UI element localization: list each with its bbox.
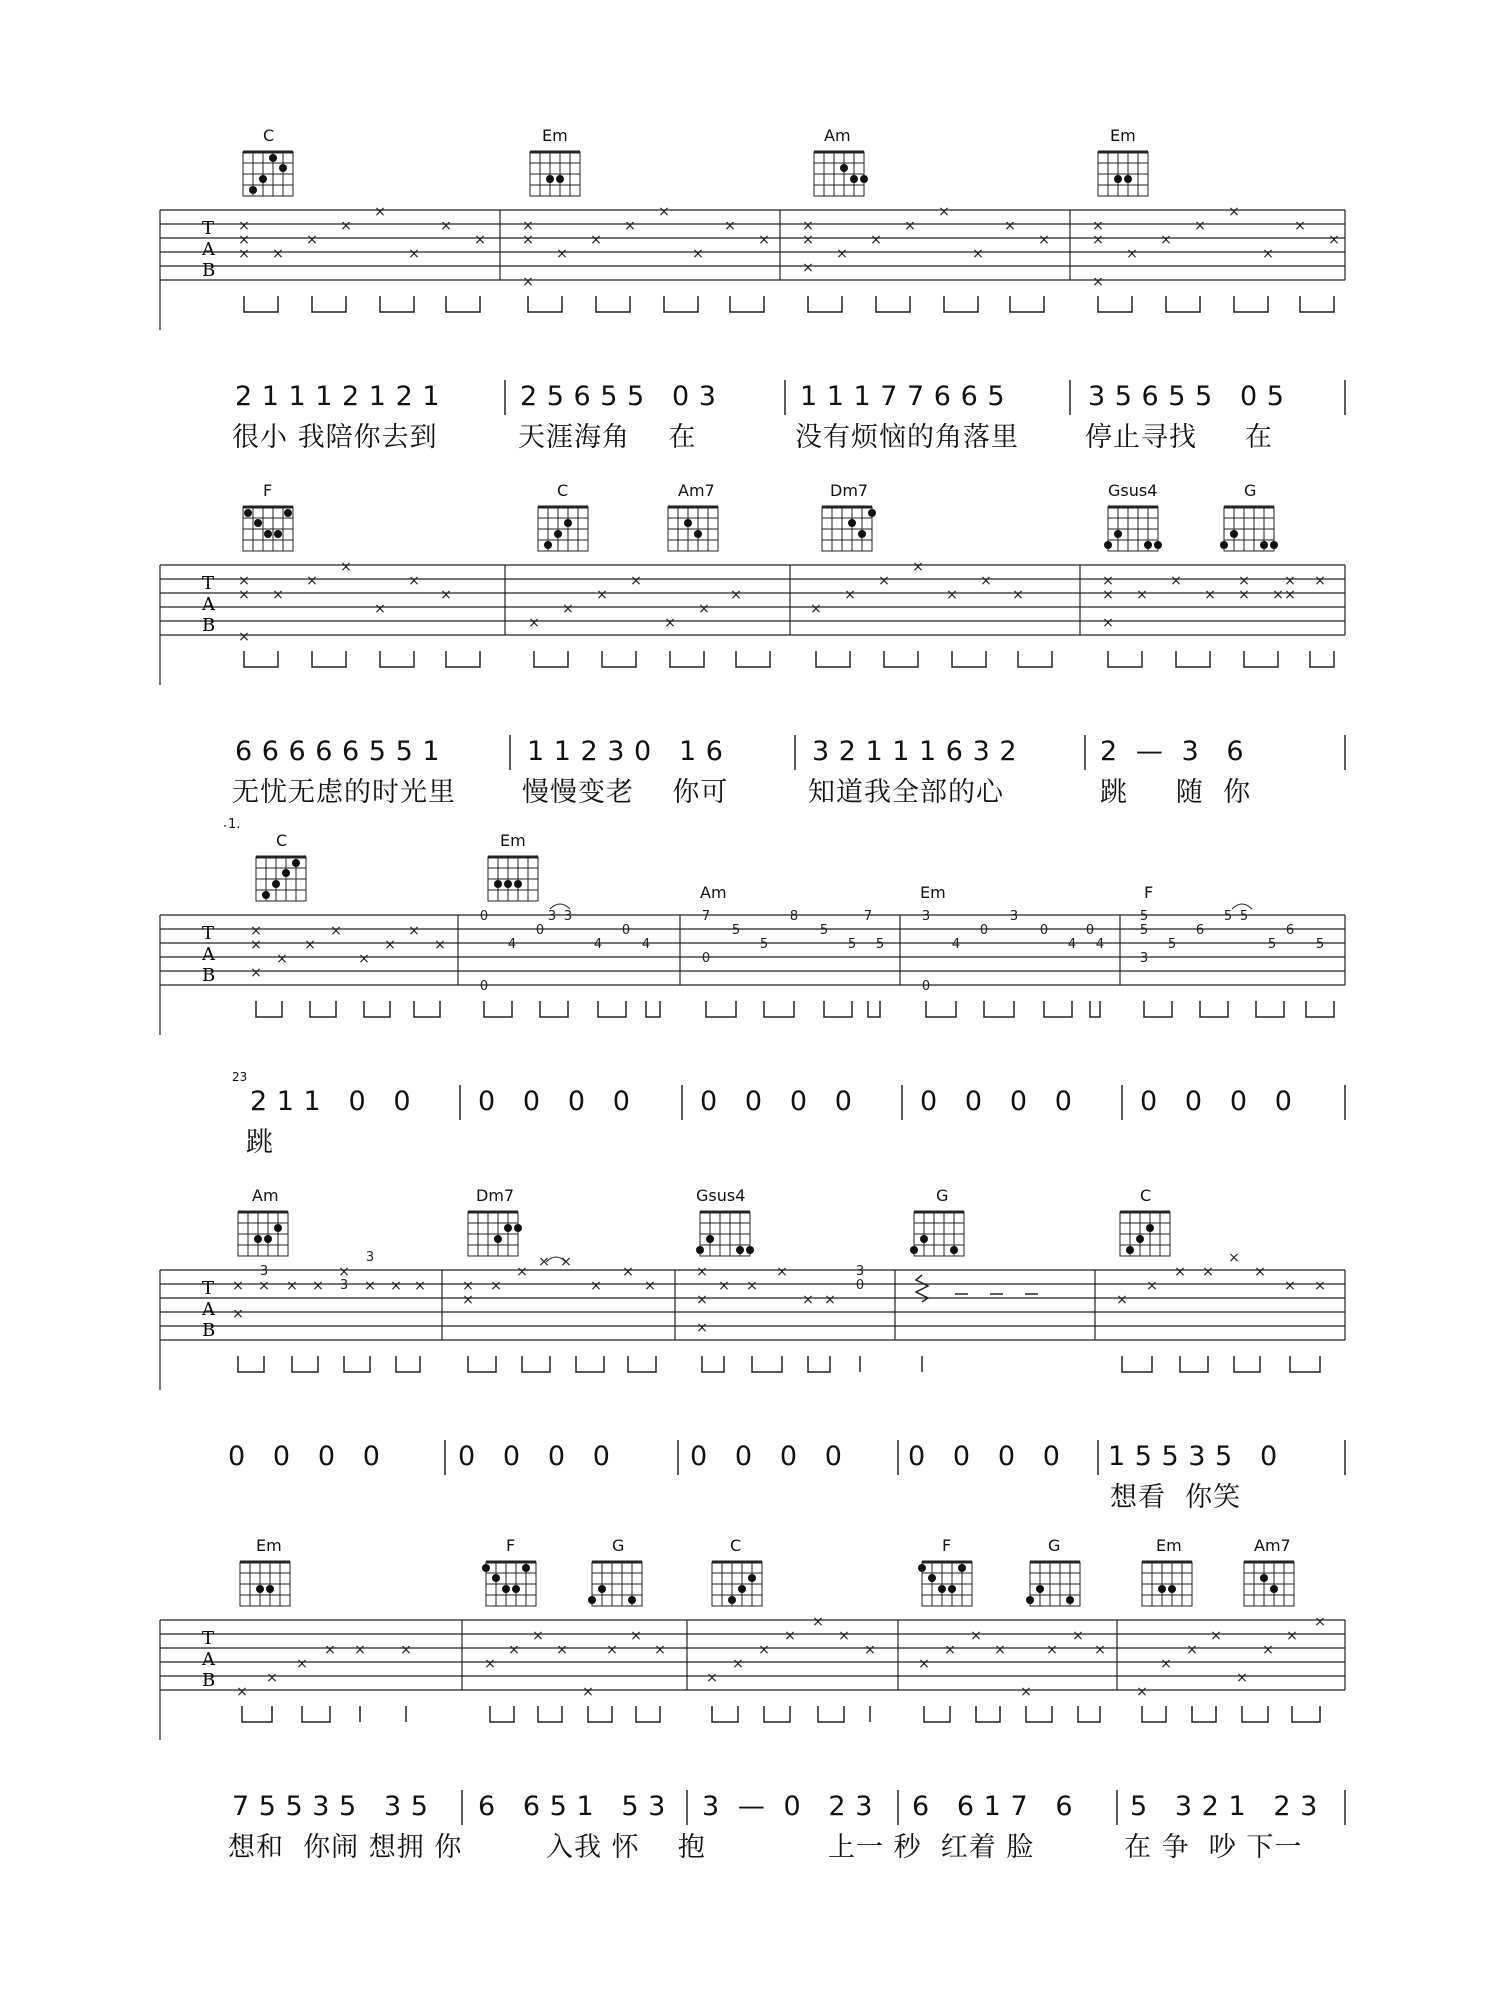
svg-text:B: B: [202, 615, 216, 636]
svg-text:×: ×: [232, 1278, 244, 1294]
svg-text:×: ×: [462, 1278, 474, 1294]
lyric-line: 入我 怀 抱: [546, 1832, 706, 1863]
chord-name: F: [506, 1536, 516, 1555]
svg-text:×: ×: [696, 1292, 708, 1308]
svg-text:0: 0: [1039, 923, 1049, 938]
chord-name: Em: [500, 831, 526, 850]
svg-text:3: 3: [1009, 909, 1019, 924]
svg-text:4: 4: [951, 937, 961, 952]
volta-label: 1.: [228, 817, 241, 832]
svg-text:6: 6: [1285, 923, 1295, 938]
svg-text:×: ×: [696, 1320, 708, 1336]
svg-text:×: ×: [1136, 1684, 1148, 1700]
svg-text:4: 4: [641, 937, 651, 952]
svg-text:×: ×: [590, 1278, 602, 1294]
svg-text:0: 0: [535, 923, 545, 938]
svg-text:×: ×: [1238, 573, 1250, 589]
svg-text:7: 7: [863, 909, 873, 924]
lyric-line: 没有烦恼的角落里: [795, 422, 1019, 453]
svg-text:5: 5: [1139, 923, 1149, 938]
svg-text:×: ×: [1314, 1278, 1326, 1294]
barlines: [0, 730, 1500, 780]
chord-name: Am: [252, 1186, 279, 1205]
svg-text:×: ×: [1116, 1292, 1128, 1308]
svg-text:×: ×: [1286, 1628, 1298, 1644]
svg-text:×: ×: [440, 587, 452, 603]
lyric-line: 跳 随 你: [1100, 777, 1252, 808]
chord-name: Em: [1110, 126, 1136, 145]
svg-text:×: ×: [944, 1642, 956, 1658]
chord-name: Am7: [678, 481, 715, 500]
svg-text:×: ×: [878, 573, 890, 589]
svg-text:B: B: [202, 1320, 216, 1341]
svg-text:×: ×: [250, 937, 262, 953]
svg-text:×: ×: [732, 1656, 744, 1672]
svg-text:×: ×: [1236, 1670, 1248, 1686]
svg-text:×: ×: [1262, 1642, 1274, 1658]
svg-text:×: ×: [462, 1292, 474, 1308]
svg-text:×: ×: [1228, 1250, 1240, 1266]
svg-text:×: ×: [522, 218, 534, 234]
svg-text:×: ×: [1194, 218, 1206, 234]
jianpu-measure: 0 0 0 0: [690, 1441, 843, 1472]
barlines: [0, 375, 1500, 425]
svg-text:×: ×: [802, 260, 814, 276]
svg-text:×: ×: [1294, 218, 1306, 234]
svg-text:×: ×: [654, 1642, 666, 1658]
svg-text:×: ×: [970, 1628, 982, 1644]
svg-text:×: ×: [802, 1292, 814, 1308]
svg-text:0: 0: [921, 979, 931, 994]
svg-text:×: ×: [1170, 573, 1182, 589]
svg-text:×: ×: [758, 232, 770, 248]
svg-text:×: ×: [238, 573, 250, 589]
svg-text:×: ×: [784, 1628, 796, 1644]
chord-name: F: [263, 481, 273, 500]
svg-text:×: ×: [1046, 1642, 1058, 1658]
svg-text:×: ×: [340, 559, 352, 575]
svg-text:×: ×: [938, 204, 950, 220]
lyric-line: 天涯海角 在: [518, 422, 697, 453]
svg-text:×: ×: [844, 587, 856, 603]
svg-text:×: ×: [1284, 587, 1296, 603]
svg-text:×: ×: [1160, 232, 1172, 248]
svg-text:×: ×: [718, 1278, 730, 1294]
svg-text:T: T: [202, 1628, 215, 1649]
svg-text:×: ×: [1092, 232, 1104, 248]
svg-text:0: 0: [979, 923, 989, 938]
tab-staff: [0, 1530, 1500, 1740]
chord-name: C: [263, 126, 275, 145]
svg-text:×: ×: [1102, 573, 1114, 589]
svg-text:×: ×: [1210, 1628, 1222, 1644]
jianpu-measure: 1 1 1 7 7 6 6 5: [800, 381, 1006, 412]
svg-text:3: 3: [259, 1264, 269, 1279]
svg-text:0: 0: [479, 979, 489, 994]
jianpu-measure: 0 0 0 0: [228, 1441, 381, 1472]
lyric-line: 慢慢变老 你可: [522, 777, 729, 808]
svg-text:B: B: [202, 260, 216, 281]
chord-name: Dm7: [830, 481, 869, 500]
chord-name: Em: [1156, 1536, 1182, 1555]
svg-text:0: 0: [701, 951, 711, 966]
tab-staff: [0, 825, 1500, 1035]
svg-text:×: ×: [824, 1292, 836, 1308]
lyric-line: 上一 秒 红着 脸: [828, 1832, 1035, 1863]
svg-text:×: ×: [408, 246, 420, 262]
jianpu-measure: 1 1 2 3 0 1 6: [527, 736, 724, 767]
svg-text:×: ×: [236, 1684, 248, 1700]
svg-text:7: 7: [701, 909, 711, 924]
svg-text:×: ×: [354, 1642, 366, 1658]
jianpu-measure: 2 — 3 6: [1100, 736, 1245, 767]
jianpu-measure: 2 1 1 0 0: [250, 1086, 412, 1117]
svg-text:×: ×: [522, 274, 534, 290]
tab-staff: [0, 475, 1500, 685]
svg-text:×: ×: [556, 246, 568, 262]
svg-text:T: T: [202, 573, 215, 594]
svg-text:8: 8: [789, 909, 799, 924]
svg-text:×: ×: [528, 615, 540, 631]
svg-text:×: ×: [358, 951, 370, 967]
svg-text:A: A: [202, 944, 215, 965]
svg-text:×: ×: [972, 246, 984, 262]
lyric-line: 想和 你闹 想拥 你: [228, 1832, 463, 1863]
chord-name: G: [1048, 1536, 1061, 1555]
svg-text:B: B: [202, 1670, 216, 1691]
chord-name: Em: [256, 1536, 282, 1555]
svg-text:×: ×: [474, 232, 486, 248]
barlines: [0, 1080, 1500, 1130]
jianpu-measure: 6 6 5 1 5 3: [478, 1791, 666, 1822]
svg-text:×: ×: [1160, 1656, 1172, 1672]
svg-text:A: A: [202, 239, 215, 260]
svg-text:×: ×: [904, 218, 916, 234]
svg-text:T: T: [202, 923, 215, 944]
svg-text:×: ×: [296, 1656, 308, 1672]
svg-text:0: 0: [479, 909, 489, 924]
jianpu-measure: 0 0 0 0: [908, 1441, 1061, 1472]
svg-text:3: 3: [563, 909, 573, 924]
tab-staff: [0, 1180, 1500, 1390]
svg-text:×: ×: [266, 1670, 278, 1686]
jianpu-measure: 3 2 1 1 1 6 3 2: [812, 736, 1018, 767]
svg-text:5: 5: [1239, 909, 1249, 924]
svg-text:×: ×: [802, 232, 814, 248]
svg-text:×: ×: [238, 246, 250, 262]
chord-name: Am: [824, 126, 851, 145]
svg-text:3: 3: [365, 1250, 375, 1265]
lyric-line: 在 争 吵 下一: [1124, 1832, 1303, 1863]
svg-text:0: 0: [621, 923, 631, 938]
svg-text:×: ×: [330, 923, 342, 939]
grace-note: 23: [232, 1070, 248, 1084]
svg-text:×: ×: [1092, 218, 1104, 234]
chord-name: C: [276, 831, 288, 850]
svg-text:×: ×: [276, 951, 288, 967]
svg-text:×: ×: [238, 218, 250, 234]
svg-text:×: ×: [624, 218, 636, 234]
svg-text:×: ×: [390, 1278, 402, 1294]
svg-text:×: ×: [304, 937, 316, 953]
svg-text:×: ×: [1314, 573, 1326, 589]
svg-text:3: 3: [921, 909, 931, 924]
svg-text:×: ×: [250, 923, 262, 939]
svg-text:×: ×: [1174, 1264, 1186, 1280]
svg-text:×: ×: [338, 1264, 350, 1280]
svg-text:×: ×: [630, 1628, 642, 1644]
chord-name: Gsus4: [1108, 481, 1158, 500]
svg-text:×: ×: [706, 1670, 718, 1686]
chord-name: G: [936, 1186, 949, 1205]
svg-text:5: 5: [1167, 937, 1177, 952]
svg-text:×: ×: [994, 1642, 1006, 1658]
svg-text:×: ×: [582, 1684, 594, 1700]
svg-text:×: ×: [238, 232, 250, 248]
svg-text:5: 5: [847, 937, 857, 952]
svg-text:×: ×: [590, 232, 602, 248]
svg-text:×: ×: [522, 232, 534, 248]
svg-text:×: ×: [692, 246, 704, 262]
svg-text:3: 3: [855, 1264, 865, 1279]
svg-text:×: ×: [812, 1614, 824, 1630]
lyric-line: 无忧无虑的时光里: [232, 777, 456, 808]
svg-text:×: ×: [1262, 246, 1274, 262]
svg-text:×: ×: [838, 1628, 850, 1644]
svg-text:×: ×: [644, 1278, 656, 1294]
jianpu-measure: 0 0 0 0: [1140, 1086, 1293, 1117]
svg-text:×: ×: [776, 1264, 788, 1280]
lyric-line: 停止寻找 在: [1085, 422, 1273, 453]
svg-text:×: ×: [980, 573, 992, 589]
tab-staff: [0, 120, 1500, 330]
svg-text:×: ×: [272, 587, 284, 603]
jianpu-measure: 6 6 1 7 6: [912, 1791, 1074, 1822]
svg-text:×: ×: [408, 573, 420, 589]
svg-text:×: ×: [1038, 232, 1050, 248]
svg-text:×: ×: [556, 1642, 568, 1658]
svg-text:5: 5: [875, 937, 885, 952]
svg-text:0: 0: [855, 1278, 865, 1293]
svg-text:×: ×: [484, 1656, 496, 1672]
svg-text:A: A: [202, 1649, 215, 1670]
chord-name: F: [942, 1536, 952, 1555]
svg-text:×: ×: [560, 1254, 572, 1270]
chord-name: Am: [700, 883, 727, 902]
svg-text:5: 5: [731, 923, 741, 938]
jianpu-measure: 0 0 0 0: [478, 1086, 631, 1117]
svg-text:×: ×: [1092, 274, 1104, 290]
svg-text:5: 5: [819, 923, 829, 938]
svg-text:×: ×: [1254, 1264, 1266, 1280]
svg-text:×: ×: [1020, 1684, 1032, 1700]
svg-text:×: ×: [606, 1642, 618, 1658]
svg-text:3: 3: [339, 1278, 349, 1293]
svg-text:×: ×: [1314, 1614, 1326, 1630]
svg-text:×: ×: [622, 1264, 634, 1280]
lyric-line: 很小 我陪你去到: [232, 422, 438, 453]
chord-name: C: [1140, 1186, 1152, 1205]
svg-text:×: ×: [440, 218, 452, 234]
svg-text:×: ×: [946, 587, 958, 603]
jianpu-measure: 0 0 0 0: [458, 1441, 611, 1472]
svg-text:×: ×: [238, 629, 250, 645]
svg-text:×: ×: [836, 246, 848, 262]
svg-text:×: ×: [1146, 1278, 1158, 1294]
svg-text:4: 4: [593, 937, 603, 952]
svg-text:×: ×: [490, 1278, 502, 1294]
svg-text:×: ×: [306, 232, 318, 248]
jianpu-measure: 0 0 0 0: [920, 1086, 1073, 1117]
svg-text:×: ×: [408, 923, 420, 939]
svg-text:5: 5: [1315, 937, 1325, 952]
svg-text:×: ×: [1284, 573, 1296, 589]
svg-text:3: 3: [1139, 951, 1149, 966]
svg-text:×: ×: [1204, 587, 1216, 603]
chord-name: Dm7: [476, 1186, 515, 1205]
svg-text:×: ×: [1228, 204, 1240, 220]
svg-text:5: 5: [1139, 909, 1149, 924]
svg-text:×: ×: [272, 246, 284, 262]
svg-text:×: ×: [374, 601, 386, 617]
svg-text:3: 3: [547, 909, 557, 924]
svg-text:×: ×: [696, 1264, 708, 1280]
jianpu-measure: 7 5 5 3 5 3 5: [232, 1791, 429, 1822]
svg-text:×: ×: [810, 601, 822, 617]
svg-text:×: ×: [384, 937, 396, 953]
svg-text:×: ×: [918, 1656, 930, 1672]
svg-text:T: T: [202, 218, 215, 239]
svg-text:4: 4: [507, 937, 517, 952]
svg-text:×: ×: [324, 1642, 336, 1658]
lyric-line: 想看 你笑: [1110, 1482, 1242, 1513]
svg-text:×: ×: [250, 965, 262, 981]
jianpu-measure: 2 5 6 5 5 0 3: [520, 381, 717, 412]
svg-text:6: 6: [1195, 923, 1205, 938]
svg-text:×: ×: [1272, 587, 1284, 603]
svg-text:×: ×: [516, 1264, 528, 1280]
svg-text:×: ×: [1126, 246, 1138, 262]
svg-text:×: ×: [698, 601, 710, 617]
chord-name: C: [557, 481, 569, 500]
svg-text:B: B: [202, 965, 216, 986]
svg-text:×: ×: [1202, 1264, 1214, 1280]
svg-text:4: 4: [1095, 937, 1105, 952]
svg-text:×: ×: [1284, 1278, 1296, 1294]
svg-text:×: ×: [1004, 218, 1016, 234]
svg-text:4: 4: [1067, 937, 1077, 952]
svg-text:×: ×: [238, 587, 250, 603]
svg-text:×: ×: [508, 1642, 520, 1658]
svg-text:×: ×: [400, 1642, 412, 1658]
chord-name: Em: [542, 126, 568, 145]
jianpu-measure: 6 6 6 6 6 5 5 1: [235, 736, 441, 767]
chord-name: Am7: [1254, 1536, 1291, 1555]
lyric-line: 知道我全部的心: [808, 777, 1004, 808]
svg-text:×: ×: [434, 937, 446, 953]
svg-text:×: ×: [562, 601, 574, 617]
chord-name: Em: [920, 883, 946, 902]
svg-text:×: ×: [1186, 1642, 1198, 1658]
svg-text:×: ×: [870, 232, 882, 248]
jianpu-measure: 2 1 1 1 2 1 2 1: [235, 381, 441, 412]
svg-text:×: ×: [1136, 587, 1148, 603]
svg-text:×: ×: [630, 573, 642, 589]
svg-text:×: ×: [730, 587, 742, 603]
svg-text:×: ×: [414, 1278, 426, 1294]
svg-text:×: ×: [306, 573, 318, 589]
jianpu-measure: 3 — 0 2 3: [702, 1791, 873, 1822]
lyric-line: 跳: [246, 1127, 274, 1158]
chord-name: F: [1144, 883, 1154, 902]
svg-text:×: ×: [1094, 1642, 1106, 1658]
svg-text:A: A: [202, 594, 215, 615]
barlines: [0, 1435, 1500, 1485]
svg-text:×: ×: [1102, 615, 1114, 631]
svg-text:×: ×: [912, 559, 924, 575]
svg-text:5: 5: [759, 937, 769, 952]
chord-name: G: [612, 1536, 625, 1555]
svg-text:×: ×: [232, 1306, 244, 1322]
svg-text:×: ×: [286, 1278, 298, 1294]
svg-text:×: ×: [758, 1642, 770, 1658]
svg-text:×: ×: [258, 1278, 270, 1294]
chord-name: C: [730, 1536, 742, 1555]
svg-text:×: ×: [1012, 587, 1024, 603]
barlines: [0, 1785, 1500, 1835]
svg-text:A: A: [202, 1299, 215, 1320]
svg-text:×: ×: [340, 218, 352, 234]
svg-text:×: ×: [1072, 1628, 1084, 1644]
svg-text:0: 0: [1085, 923, 1095, 938]
svg-text:×: ×: [864, 1642, 876, 1658]
svg-text:×: ×: [374, 204, 386, 220]
svg-text:×: ×: [312, 1278, 324, 1294]
chord-name: G: [1244, 481, 1257, 500]
svg-text:T: T: [202, 1278, 215, 1299]
svg-text:×: ×: [724, 218, 736, 234]
svg-text:5: 5: [1223, 909, 1233, 924]
svg-text:×: ×: [1328, 232, 1340, 248]
svg-text:×: ×: [1102, 587, 1114, 603]
svg-text:×: ×: [746, 1278, 758, 1294]
jianpu-measure: 5 3 2 1 2 3: [1130, 1791, 1318, 1822]
jianpu-measure: 1 5 5 3 5 0: [1108, 1441, 1278, 1472]
svg-text:5: 5: [1267, 937, 1277, 952]
svg-text:×: ×: [364, 1278, 376, 1294]
chord-name: Gsus4: [696, 1186, 746, 1205]
svg-text:×: ×: [596, 587, 608, 603]
svg-text:×: ×: [538, 1254, 550, 1270]
svg-text:×: ×: [664, 615, 676, 631]
jianpu-measure: 0 0 0 0: [700, 1086, 853, 1117]
jianpu-measure: 3 5 6 5 5 0 5: [1088, 381, 1285, 412]
svg-text:×: ×: [532, 1628, 544, 1644]
svg-text:×: ×: [1238, 587, 1250, 603]
svg-text:×: ×: [658, 204, 670, 220]
svg-text:×: ×: [802, 218, 814, 234]
